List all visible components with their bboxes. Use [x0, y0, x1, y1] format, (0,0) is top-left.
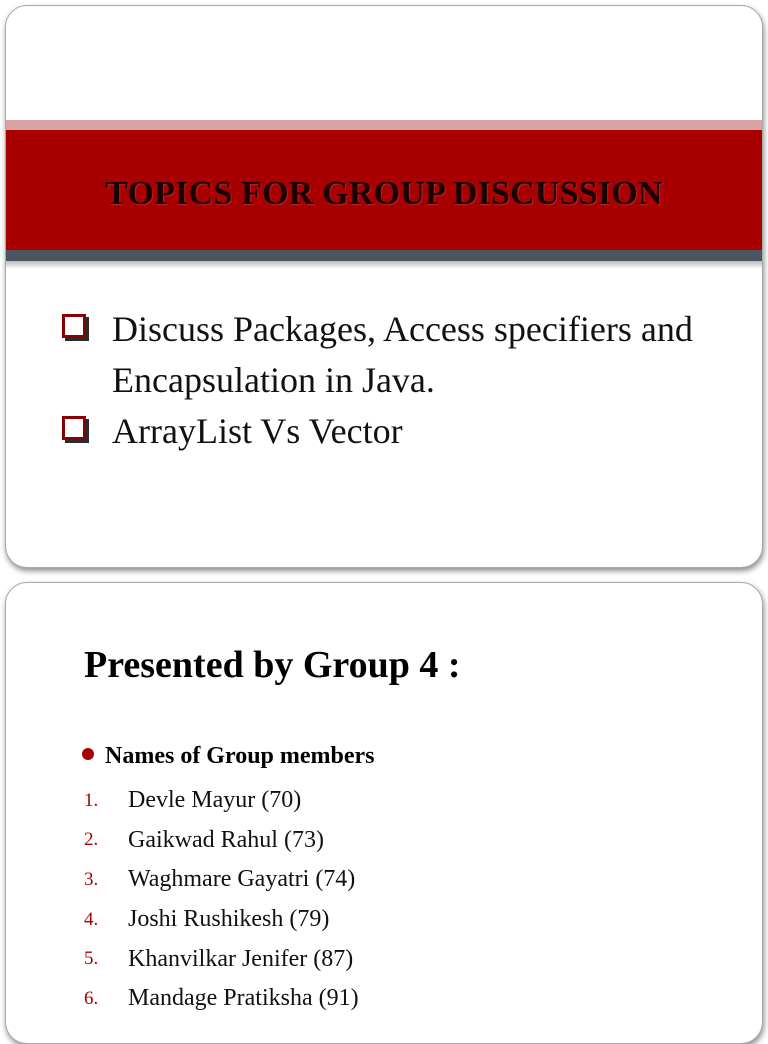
topic-item: [62, 304, 742, 406]
topic-text: Discuss Packages, Access specifiers and Encapsulation in Java.: [112, 309, 693, 400]
member-number: 2.: [84, 829, 99, 851]
members-heading: [82, 743, 375, 770]
header-band: [6, 130, 762, 250]
member-name: Waghmare Gayatri (74): [128, 866, 356, 893]
header-band-dark-stripe: [6, 250, 762, 261]
checkbox-square-icon: [62, 416, 86, 440]
slide-topics: [5, 5, 763, 568]
slide-group-members: [5, 582, 763, 1044]
member-item: [84, 821, 359, 861]
member-item: [84, 939, 359, 979]
header-band-shadow: [6, 261, 762, 269]
topic-list: [62, 304, 742, 457]
topic-item: [62, 406, 742, 457]
member-item: [84, 979, 359, 1019]
checkbox-square-icon: [62, 314, 86, 338]
member-item: [84, 781, 359, 821]
member-name: Mandage Pratiksha (91): [128, 985, 359, 1012]
members-heading-text: Names of Group members: [105, 743, 375, 769]
member-number: 1.: [84, 789, 99, 811]
member-number: 3.: [84, 868, 99, 890]
member-name: Gaikwad Rahul (73): [128, 826, 324, 853]
topic-text: ArrayList Vs Vector: [112, 411, 403, 451]
member-name: Devle Mayur (70): [128, 787, 302, 814]
bullet-dot-icon: [82, 748, 94, 760]
member-number: 6.: [84, 987, 99, 1009]
member-item: [84, 900, 359, 940]
member-list: [84, 781, 359, 1019]
member-number: 4.: [84, 908, 99, 930]
member-item: [84, 860, 359, 900]
member-name: Joshi Rushikesh (79): [128, 906, 330, 933]
member-number: 5.: [84, 948, 99, 970]
slide-title: TOPICS FOR GROUP DISCUSSION: [105, 175, 663, 212]
member-name: Khanvilkar Jenifer (87): [128, 945, 354, 972]
presented-by-title: Presented by Group 4 :: [84, 644, 461, 686]
